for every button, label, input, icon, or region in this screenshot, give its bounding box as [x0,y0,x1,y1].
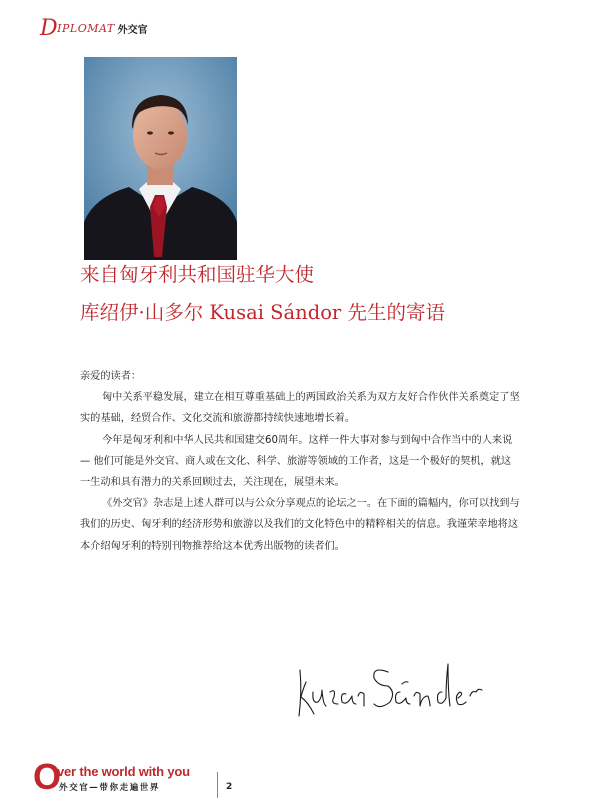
logo-rest-letters: IPLOMAT [57,22,115,35]
footer-chinese-slogan: 外交官—带你走遍世界 [59,783,161,793]
footer-slogan [33,756,273,800]
title-line-1: 来自匈牙利共和国驻华大使 [80,263,315,286]
paragraph-2: 今年是匈牙利和中华人民共和国建交60周年。这样一件大事对参与到匈中合作当中的人来说 — 他们可能是外交官、商人或在文化、科学、旅游等领域的工作者，这是一个极好的契机，就这一生动和具有潜力的关系回顾过去，关注现在，展望未来。 [80,434,513,489]
salutation: 亲爱的读者： [80,371,142,382]
ambassador-portrait [84,57,237,260]
footer-english-slogan: ver the world with you [57,764,190,779]
paragraph-1: 匈中关系平稳发展，建立在相互尊重基础上的两国政治关系为双方友好合作伙伴关系奠定了坚实的基础，经贸合作、文化交流和旅游都持续快速地增长着。 [80,392,520,425]
header-logo [40,12,148,40]
title-line-2: 库绍伊·山多尔 Kusai Sándor 先生的寄语 [80,301,445,324]
handwritten-signature [292,652,492,722]
logo-first-letter: D [40,16,58,41]
paragraph-3: 《外交官》杂志是上述人群可以与公众分享观点的论坛之一。在下面的篇幅内，你可以找到与我们的历史、匈牙利的经济形势和旅游以及我们的文化特色中的精粹相关的信息。我谨荣幸地将这本介绍匈牙利的特别刊物推荐给这本优秀出版物的读者们。 [80,498,520,552]
logo-chinese: 外交官 [117,25,148,36]
letter-body [80,366,520,557]
footer-o-letter: O [33,756,62,797]
footer-divider [217,772,218,798]
logo-diplomat [40,18,115,40]
page-number: 2 [226,782,233,792]
